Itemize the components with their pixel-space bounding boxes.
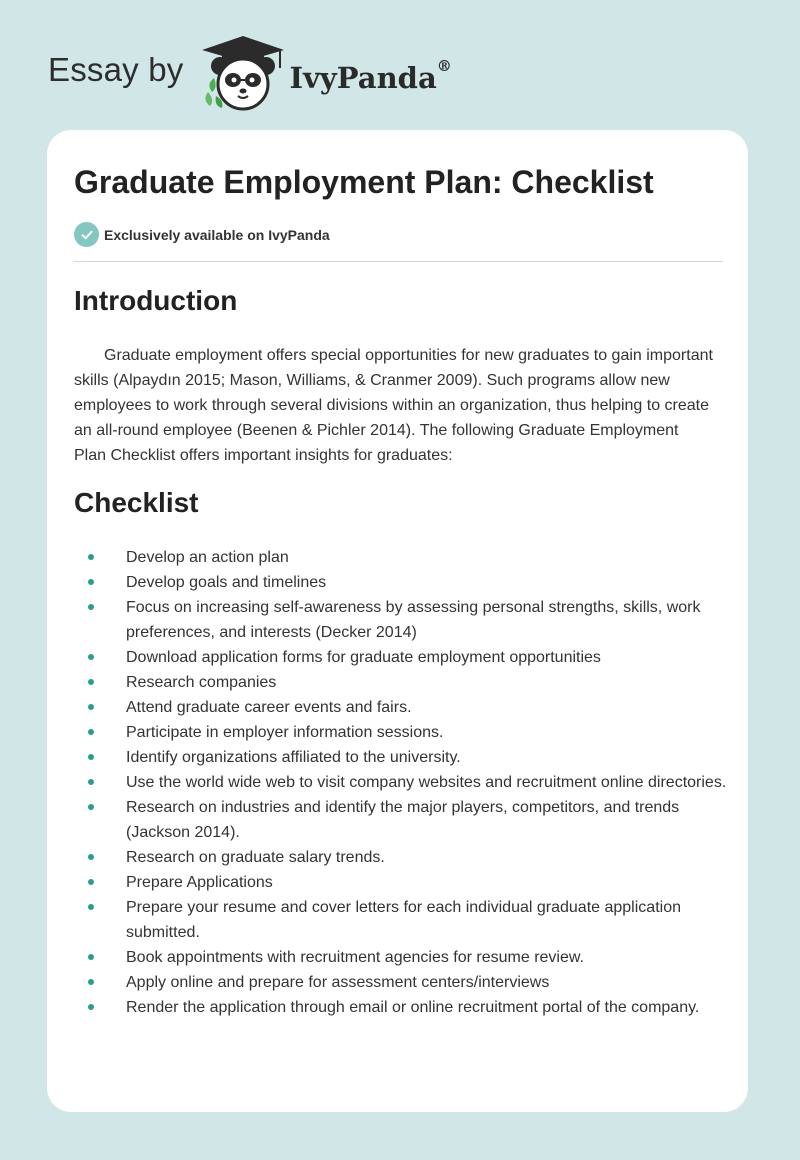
list-item: Attend graduate career events and fairs. [74,695,734,720]
brand-name[interactable]: IvyPanda® [289,57,452,95]
exclusive-badge [74,222,330,247]
divider [74,261,723,262]
list-item: Develop goals and timelines [74,570,734,595]
list-item: Use the world wide web to visit company websites and recruitment online directories. [74,770,734,795]
list-item: Prepare Applications [74,870,734,895]
site-header [48,34,452,114]
section-heading-introduction: Introduction [74,285,238,316]
panda-graduate-icon[interactable] [198,34,288,114]
list-item: Research on industries and identify the major players, competitors, and trends (Jackson 2014). [74,795,734,845]
list-item: Research companies [74,670,734,695]
check-icon [74,222,99,247]
list-item: Research on graduate salary trends. [74,845,734,870]
list-item: Prepare your resume and cover letters for each individual graduate application submitted. [74,895,734,945]
list-item: Develop an action plan [74,545,734,570]
list-item: Participate in employer information sessions. [74,720,734,745]
page-title: Graduate Employment Plan: Checklist [74,164,654,200]
list-item: Render the application through email or online recruitment portal of the company. [74,995,734,1020]
list-item: Download application forms for graduate employment opportunities [74,645,734,670]
list-item: Book appointments with recruitment agencies for resume review. [74,945,734,970]
intro-paragraph: Graduate employment offers special opportunities for new graduates to gain important skills (Alpaydın 2015; Mason, Williams, & Cranmer 2009). Such programs allow new employees to work through several divisions within an organization, thus helping to create an all-round employee (Beenen & Pichler 2014). The following Graduate Employment Plan Checklist offers important insights for graduates: [74,347,713,464]
checklist [74,545,734,1020]
list-item: Focus on increasing self-awareness by assessing personal strengths, skills, work preferences, and interests (Decker 2014) [74,595,734,645]
list-item: Apply online and prepare for assessment centers/interviews [74,970,734,995]
article-card [47,130,748,1112]
section-heading-checklist: Checklist [74,487,199,518]
list-item: Identify organizations affiliated to the university. [74,745,734,770]
registered-mark: ® [436,57,452,75]
badge-label: Exclusively available on IvyPanda [104,226,330,243]
essay-by-label: Essay by [48,51,184,88]
